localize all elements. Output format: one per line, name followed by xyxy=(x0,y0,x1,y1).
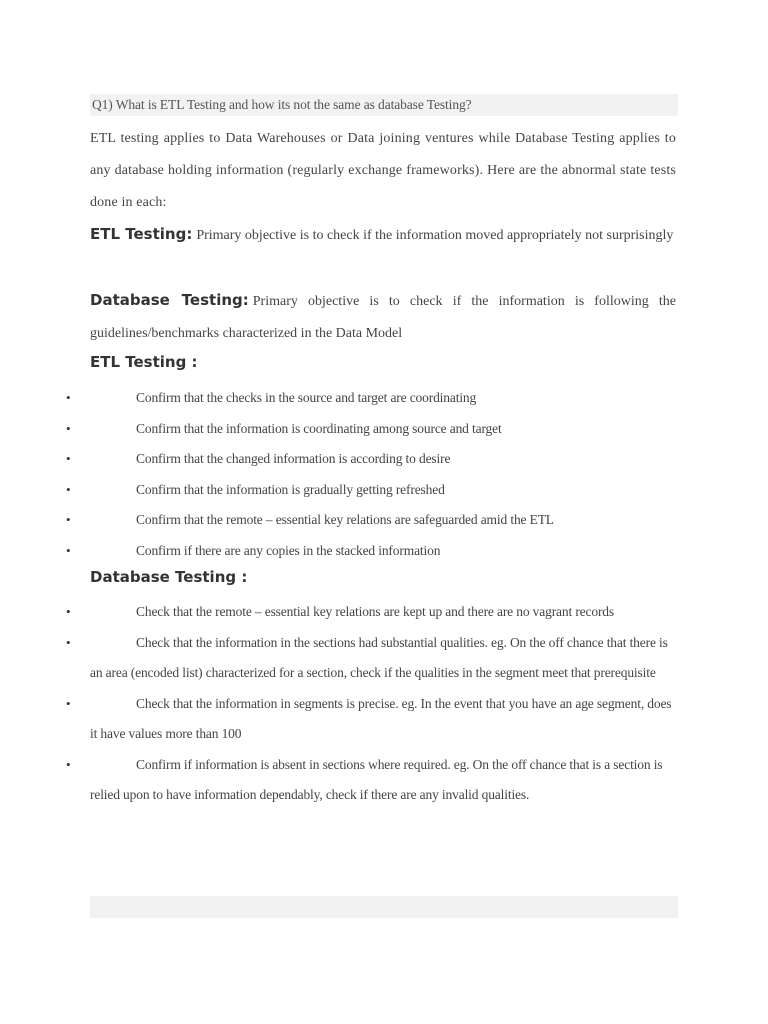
list-item xyxy=(0,597,768,628)
bullet-icon: • xyxy=(66,542,71,558)
question-text: Q1) What is ETL Testing and how its not the same as database Testing? xyxy=(92,97,472,112)
bullet-icon: • xyxy=(66,390,71,405)
list-item-text: Confirm if information is absent in sections where required. eg. On the off chance that is a section is relied upon to have information dependably, check if there are any invalid qualities. xyxy=(90,756,663,802)
list-item-text: Confirm that the remote – essential key relations are safeguarded amid the ETL xyxy=(136,512,554,527)
intro-paragraph: ETL testing applies to Data Warehouses or Data joining ventures while Database Testing applies to any database holding information (regularly exchange frameworks). Here are the abnormal state tests done in each: xyxy=(90,131,676,210)
db-section-heading: Database Testing : xyxy=(90,568,248,586)
list-item-text: Confirm that the information is coordinating among source and target xyxy=(136,420,502,436)
etl-checklist xyxy=(0,383,768,566)
bullet-icon: • xyxy=(66,481,71,497)
list-item xyxy=(0,689,768,750)
bullet-icon: • xyxy=(66,420,71,436)
list-item xyxy=(0,383,768,414)
list-item-text: Check that the information in the sections had substantial qualities. eg. On the off chance that there is an area (encoded list) characterized for a section, check if the qualities in the segment meet that prerequisite xyxy=(90,634,668,680)
db-definition-text: Primary objective is to check if the information is following the guidelines/benchmarks characterized in the Data Model xyxy=(90,294,676,341)
list-item-text: Confirm that the checks in the source and target are coordinating xyxy=(136,390,477,405)
list-item xyxy=(0,414,768,445)
list-item xyxy=(0,750,768,811)
list-item xyxy=(0,505,768,536)
bullet-icon: • xyxy=(66,512,71,527)
list-item xyxy=(0,444,768,475)
bullet-icon: • xyxy=(66,695,71,711)
list-item xyxy=(0,628,768,689)
db-checklist xyxy=(0,597,768,811)
bottom-banner xyxy=(90,896,678,918)
bullet-icon: • xyxy=(66,756,71,772)
list-item-text: Confirm that the changed information is according to desire xyxy=(136,451,451,466)
bullet-icon: • xyxy=(66,604,71,619)
list-item-text: Confirm that the information is gradually getting refreshed xyxy=(136,481,445,497)
list-item-text: Check that the information in segments is precise. eg. In the event that you have an age segment, does it have values more than 100 xyxy=(90,695,672,741)
etl-section-heading: ETL Testing : xyxy=(90,353,198,371)
db-definition-heading: Database Testing: xyxy=(90,291,249,309)
list-item xyxy=(0,475,768,506)
etl-definition-text: Primary objective is to check if the information moved appropriately not surprisingly xyxy=(196,228,674,243)
question-banner xyxy=(90,94,678,116)
list-item xyxy=(0,536,768,567)
bullet-icon: • xyxy=(66,634,71,650)
bullet-icon: • xyxy=(66,451,71,466)
db-definition-paragraph xyxy=(90,284,676,350)
list-item-text: Check that the remote – essential key relations are kept up and there are no vagrant records xyxy=(136,604,615,619)
etl-definition-heading: ETL Testing: xyxy=(90,225,193,243)
list-item-text: Confirm if there are any copies in the stacked information xyxy=(136,542,441,558)
etl-definition-paragraph xyxy=(90,218,676,252)
